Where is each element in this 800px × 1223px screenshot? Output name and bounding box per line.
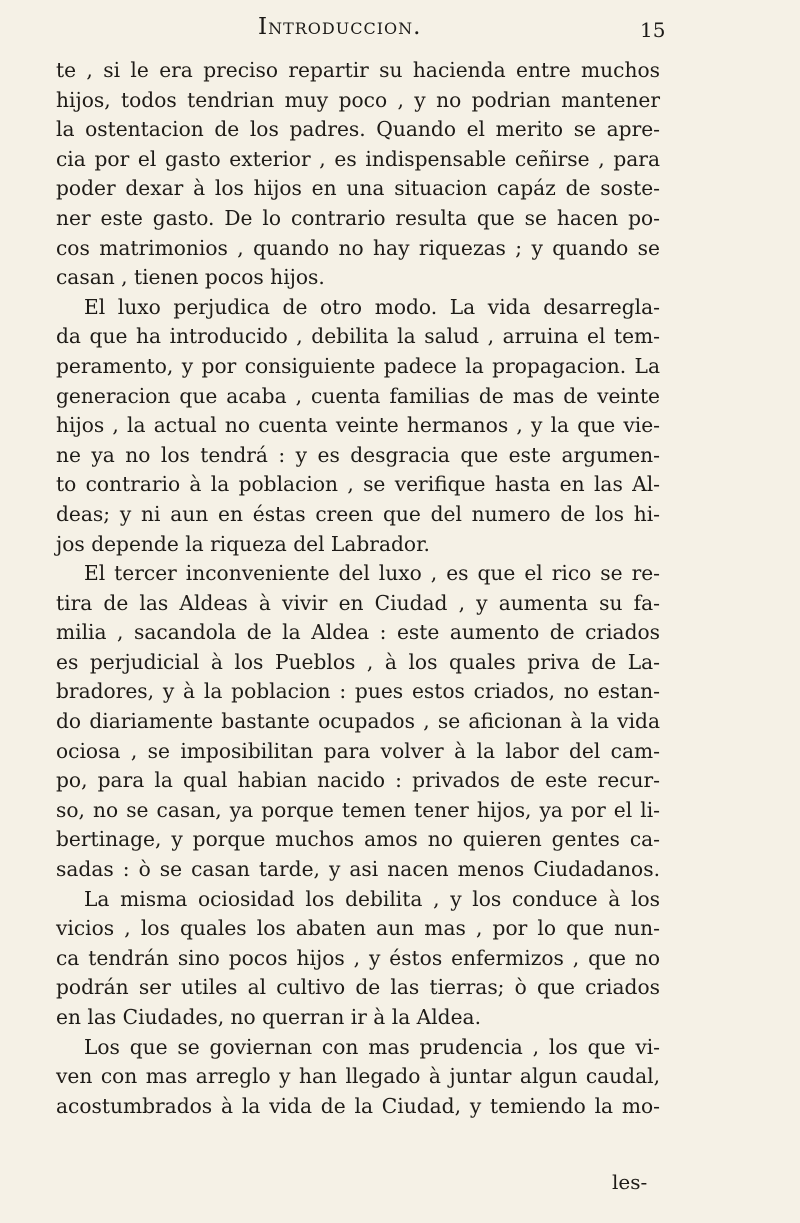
text-line: sadas : ò se casan tarde, y asi nacen menos Ciudadanos. [56,857,660,882]
text-line: El luxo perjudica de otro modo. La vida desarregla- [84,294,660,319]
text-line: po, para la qual habian nacido : privados de este recur- [56,768,660,793]
page-header [0,14,800,54]
text-line: jos depende la riqueza del Labrador. [56,531,430,556]
text-line: da que ha introducido , debilita la salud , arruina el tem- [56,324,660,349]
text-line: hijos , la actual no cuenta veinte hermanos , y la que vie- [56,413,660,438]
text-line: es perjudicial à los Pueblos , à los quales priva de La- [56,649,660,674]
catchword: les- [612,1170,648,1194]
text-line: en las Ciudades, no querran ir à la Aldea. [56,1005,482,1029]
text-line: podrán ser utiles al cultivo de las tierras; ò que criados [56,975,660,1000]
text-line: poder dexar à los hijos en una situacion capáz de soste- [56,176,660,201]
text-line: vicios , los quales los abaten aun mas , por lo que nun- [56,916,660,941]
text-line: acostumbrados à la vida de la Ciudad, y temiendo la mo- [56,1093,660,1118]
page-number: 15 [640,18,666,42]
text-line: El tercer inconveniente del luxo , es que el rico se re- [84,561,660,586]
text-line: hijos, todos tendrian muy poco , y no podrian mantener [56,87,660,112]
running-head: Introduccion. [258,14,422,40]
text-line: te , si le era preciso repartir su hacienda entre muchos [56,58,660,82]
body-text [56,56,660,1121]
text-line: casan , tienen pocos hijos. [56,265,325,290]
text-line: cos matrimonios , quando no hay riquezas ; y quando se [56,235,660,260]
text-line: bradores, y à la poblacion : pues estos criados, no estan- [56,679,660,704]
text-line: bertinage, y porque muchos amos no quieren gentes ca- [56,827,660,852]
text-line: Los que se goviernan con mas prudencia , los que vi- [84,1034,660,1059]
text-line: ner este gasto. De lo contrario resulta que se hacen po- [56,205,660,230]
text-line: ociosa , se imposibilitan para volver à la labor del cam- [56,738,660,763]
text-line: La misma ociosidad los debilita , y los conduce à los [84,886,660,911]
text-line: to contrario à la poblacion , se verifique hasta en las Al- [56,472,660,497]
text-line: cia por el gasto exterior , es indispensable ceñirse , para [56,146,660,171]
text-line: tira de las Aldeas à vivir en Ciudad , y aumenta su fa- [56,590,660,615]
text-line: ca tendrán sino pocos hijos , y éstos enfermizos , que no [56,945,660,970]
text-line: milia , sacandola de la Aldea : este aumento de criados [56,620,660,645]
text-line: ven con mas arreglo y han llegado à juntar algun caudal, [56,1064,660,1089]
text-line: do diariamente bastante ocupados , se aficionan à la vida [56,709,660,734]
text-line: generacion que acaba , cuenta familias de mas de veinte [56,383,660,408]
text-line: la ostentacion de los padres. Quando el merito se apre- [56,117,660,142]
text-line: so, no se casan, ya porque temen tener hijos, ya por el li- [56,797,660,822]
text-line: deas; y ni aun en éstas creen que del numero de los hi- [56,501,660,526]
text-line: peramento, y por consiguiente padece la propagacion. La [56,353,660,378]
text-line: ne ya no los tendrá : y es desgracia que este argumen- [56,442,660,467]
